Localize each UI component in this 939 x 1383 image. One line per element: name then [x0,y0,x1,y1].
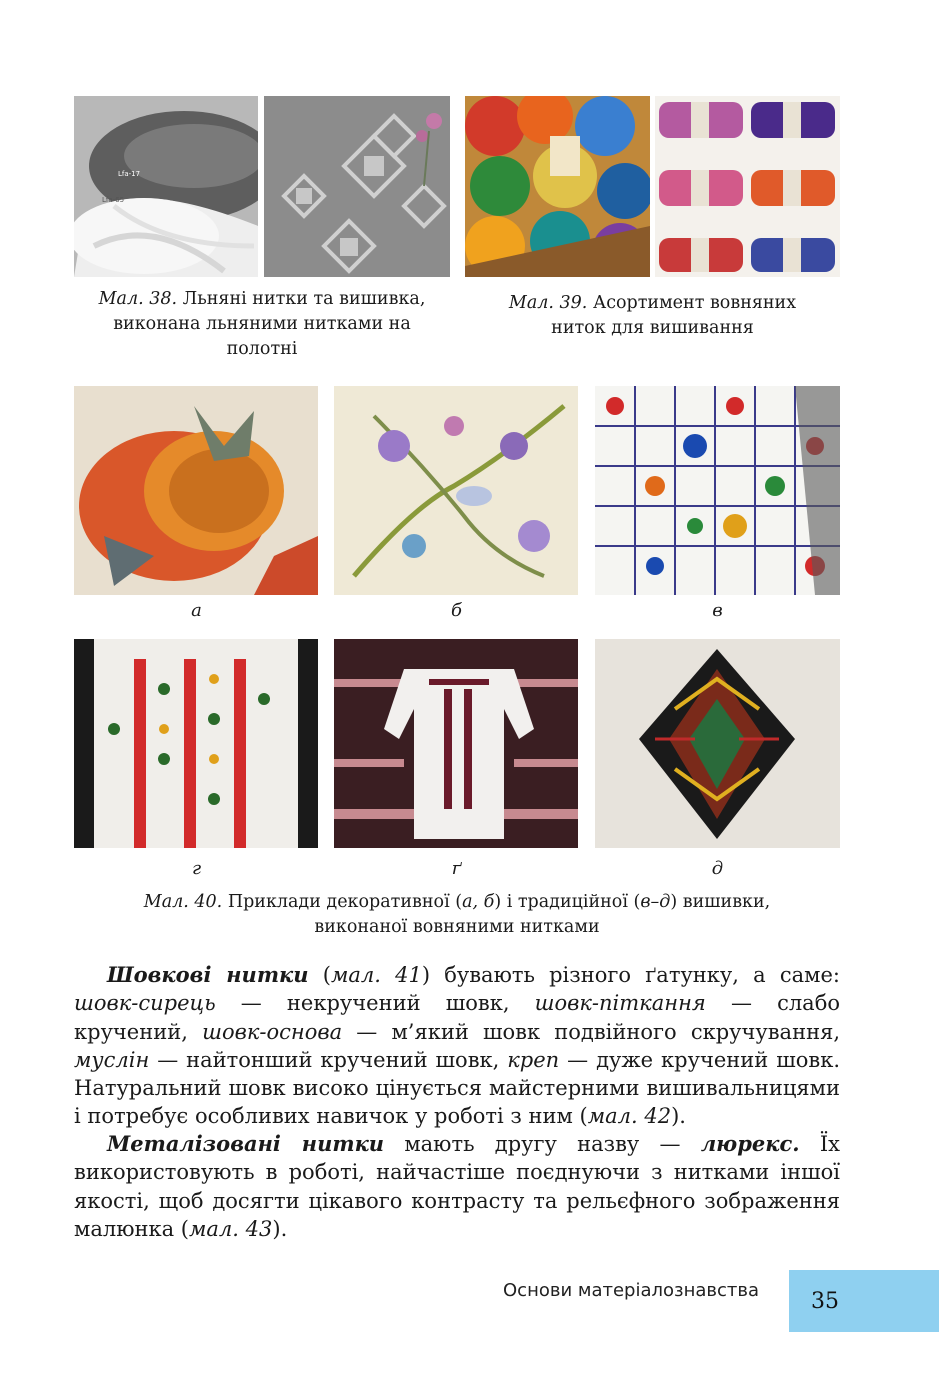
silk-threads-paragraph [74,961,840,1131]
embroidery-photo-a [74,386,318,595]
para2-span: мають другу назву — [384,1132,701,1156]
figure-38-caption [74,287,450,362]
figure-39-line1: Асортимент вовняних [592,293,797,313]
embroidery-photo-h [74,639,318,848]
section-title: Основи матеріалознавства [503,1280,760,1301]
figure-40-text-vd: в–д [640,892,671,912]
para1-span: — м’який шовк подвійного скручування, [342,1019,840,1044]
yarn-tag-grey: Lfa-17 [118,170,141,178]
para1-span: ). [671,1104,686,1129]
fig42-ref: мал. 42 [587,1104,672,1129]
linen-yarn-photo [74,96,258,277]
page-number: 35 [811,1288,839,1314]
embroidery-photo-b [334,386,578,595]
figure-40-line2: виконаної вовняними нитками [314,917,600,937]
figure-39-label: Мал. 39. [508,293,588,313]
figure-40-text-end: ) вишивки, [670,892,771,912]
embroidery-letter-h: г [191,858,202,879]
figure-40-text-a: Приклади декоративної ( [227,892,463,912]
silk-threads-term: Шовкові нитки [107,962,309,987]
yarn-tag-white: Lfa-65 [102,196,125,204]
figure-38-label: Мал. 38. [98,289,178,309]
embroidery-letter-d: д [711,858,724,879]
para1-span: ) бувають різного ґатунку, а саме: [421,963,840,987]
silk-raw-term: шовк-сирець [74,991,216,1016]
embroidery-letter-g: ґ [451,858,462,879]
para1-span: ( [308,963,331,987]
para2-span: ). [272,1216,288,1241]
linen-embroidery-photo [264,96,450,277]
metallic-threads-term: Металізовані нитки [107,1131,385,1156]
embroidery-photo-d [595,639,840,848]
wool-yarn-balls-photo [465,96,650,277]
metallic-threads-paragraph [74,1130,840,1243]
silk-weft-term: шовк-піткання [534,991,706,1016]
embroidery-letter-a: а [191,600,202,621]
embroidery-letter-v: в [712,600,723,621]
figure-40-text-mid: ) і традиційної ( [494,892,641,912]
figure-38-line1: Льняні нитки та вишивка, [182,289,426,309]
para1-span: — некручений шовк, [215,991,535,1016]
figure-40-text-ab: а, б [462,892,495,912]
wool-skeins-photo [655,96,840,277]
figure-38-line2: виконана льняними нитками на [113,314,411,334]
muslin-term: муслін [74,1047,150,1072]
para2-span: Їх використовують в роботі, найчастіше поєднуючи з нитками іншої якості, щоб досягти цікавого контрасту та рельєфного зображення малюнка ( [74,1132,840,1241]
figure-40-caption [74,890,840,940]
embroidery-photo-v [595,386,840,595]
lurex-term: люрекс. [700,1131,800,1156]
silk-warp-term: шовк-основа [202,1019,343,1044]
figure-39-caption [465,291,840,341]
para1-span: — найтонший кручений шовк, [149,1047,508,1072]
para1-span: — слабо кручений, [74,991,840,1044]
embroidery-photo-g [334,639,578,848]
figure-40-label: Мал. 40. [143,892,223,912]
fig41-ref: мал. 41 [330,963,422,987]
page-number-box [789,1270,939,1332]
embroidery-letter-b: б [451,600,462,621]
crepe-term: креп [507,1047,560,1072]
figure-39-line2: ниток для вишивання [551,318,754,338]
para1-span: — дуже кручений шовк. Натуральний шовк високо цінується майстерними вишивальницями і потребує особливих навичок у роботі з ним ( [74,1047,840,1129]
figure-38-line3: полотні [226,339,298,359]
fig43-ref: мал. 43 [189,1216,273,1241]
